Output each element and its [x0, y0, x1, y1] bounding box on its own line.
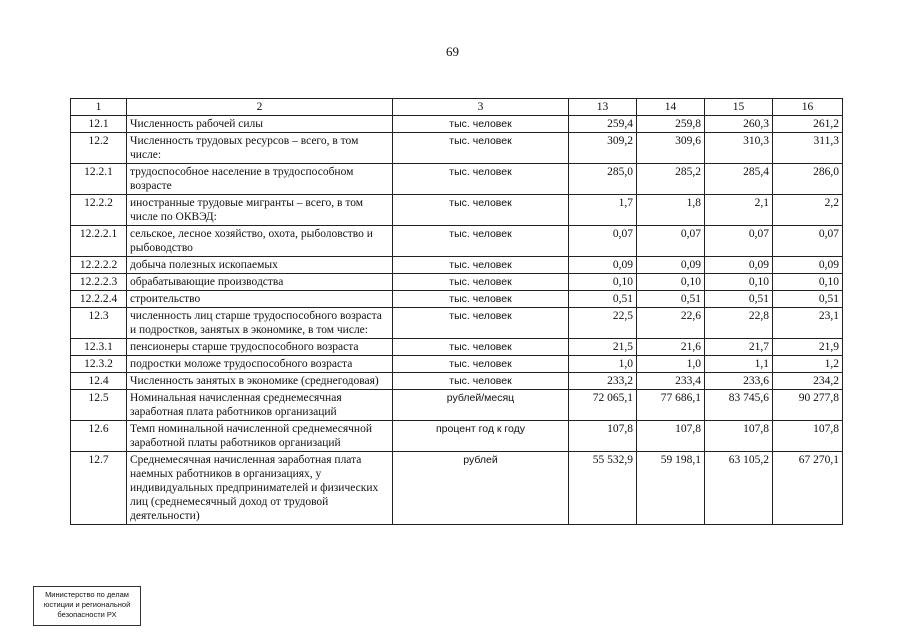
row-number: 12.2	[71, 133, 127, 164]
table-row	[71, 164, 843, 195]
row-value-14: 285,2	[637, 164, 705, 195]
row-number: 12.2.2.4	[71, 291, 127, 308]
row-value-13: 72 065,1	[569, 390, 637, 421]
row-value-13: 22,5	[569, 308, 637, 339]
row-number: 12.3	[71, 308, 127, 339]
row-indicator-name: подростки моложе трудоспособного возраста	[127, 356, 393, 373]
row-value-14: 309,6	[637, 133, 705, 164]
row-value-16: 0,51	[773, 291, 843, 308]
row-value-15: 22,8	[705, 308, 773, 339]
row-value-15: 0,07	[705, 226, 773, 257]
row-indicator-name: пенсионеры старше трудоспособного возраста	[127, 339, 393, 356]
row-value-16: 234,2	[773, 373, 843, 390]
row-value-15: 0,09	[705, 257, 773, 274]
row-number: 12.1	[71, 116, 127, 133]
row-unit: тыс. человек	[393, 116, 569, 133]
header-cell-col14: 14	[637, 99, 705, 116]
row-unit: тыс. человек	[393, 308, 569, 339]
row-number: 12.3.2	[71, 356, 127, 373]
stamp-line: юстиции и региональной	[43, 600, 131, 609]
row-value-16: 67 270,1	[773, 452, 843, 525]
row-value-15: 0,51	[705, 291, 773, 308]
table-row	[71, 133, 843, 164]
row-unit: процент год к году	[393, 421, 569, 452]
row-value-14: 59 198,1	[637, 452, 705, 525]
row-indicator-name: сельское, лесное хозяйство, охота, рыболовство и рыбоводство	[127, 226, 393, 257]
row-indicator-name: обрабатывающие производства	[127, 274, 393, 291]
row-value-15: 310,3	[705, 133, 773, 164]
stamp-line: безопасности РХ	[57, 610, 117, 619]
row-value-14: 0,07	[637, 226, 705, 257]
row-number: 12.5	[71, 390, 127, 421]
row-value-13: 1,7	[569, 195, 637, 226]
stamp-line: Министерство по делам	[45, 590, 129, 599]
row-value-15: 1,1	[705, 356, 773, 373]
table-row	[71, 452, 843, 525]
row-value-13: 0,09	[569, 257, 637, 274]
row-value-13: 1,0	[569, 356, 637, 373]
row-indicator-name: численность лиц старше трудоспособного возраста и подростков, занятых в экономике, в том числе:	[127, 308, 393, 339]
table-row	[71, 421, 843, 452]
table-row	[71, 356, 843, 373]
row-number: 12.3.1	[71, 339, 127, 356]
row-unit: тыс. человек	[393, 133, 569, 164]
header-cell-col16: 16	[773, 99, 843, 116]
row-value-15: 2,1	[705, 195, 773, 226]
row-indicator-name: иностранные трудовые мигранты – всего, в том числе по ОКВЭД:	[127, 195, 393, 226]
header-cell-col1: 1	[71, 99, 127, 116]
row-value-16: 1,2	[773, 356, 843, 373]
table-row	[71, 226, 843, 257]
row-unit: тыс. человек	[393, 195, 569, 226]
table-row	[71, 308, 843, 339]
row-value-16: 0,10	[773, 274, 843, 291]
row-value-14: 21,6	[637, 339, 705, 356]
table-body	[71, 116, 843, 525]
table-row	[71, 390, 843, 421]
row-value-14: 0,10	[637, 274, 705, 291]
header-cell-col13: 13	[569, 99, 637, 116]
row-value-14: 77 686,1	[637, 390, 705, 421]
row-value-14: 1,8	[637, 195, 705, 226]
row-number: 12.2.2.2	[71, 257, 127, 274]
table-row	[71, 257, 843, 274]
header-cell-col15: 15	[705, 99, 773, 116]
row-value-16: 107,8	[773, 421, 843, 452]
row-unit: тыс. человек	[393, 274, 569, 291]
row-value-14: 0,51	[637, 291, 705, 308]
row-indicator-name: строительство	[127, 291, 393, 308]
row-value-13: 259,4	[569, 116, 637, 133]
row-unit: тыс. человек	[393, 356, 569, 373]
row-value-16: 286,0	[773, 164, 843, 195]
row-value-16: 23,1	[773, 308, 843, 339]
table-row	[71, 373, 843, 390]
row-unit: тыс. человек	[393, 291, 569, 308]
row-number: 12.7	[71, 452, 127, 525]
header-cell-col2: 2	[127, 99, 393, 116]
table-row	[71, 195, 843, 226]
header-row	[71, 99, 843, 116]
row-value-13: 233,2	[569, 373, 637, 390]
row-indicator-name: Численность занятых в экономике (среднегодовая)	[127, 373, 393, 390]
row-indicator-name: добыча полезных ископаемых	[127, 257, 393, 274]
row-value-13: 55 532,9	[569, 452, 637, 525]
row-value-14: 0,09	[637, 257, 705, 274]
row-value-15: 21,7	[705, 339, 773, 356]
row-number: 12.2.2.1	[71, 226, 127, 257]
row-number: 12.2.1	[71, 164, 127, 195]
row-value-16: 2,2	[773, 195, 843, 226]
row-value-16: 0,09	[773, 257, 843, 274]
row-value-14: 22,6	[637, 308, 705, 339]
row-value-15: 83 745,6	[705, 390, 773, 421]
row-value-15: 233,6	[705, 373, 773, 390]
row-unit: тыс. человек	[393, 257, 569, 274]
row-value-15: 63 105,2	[705, 452, 773, 525]
row-indicator-name: Численность рабочей силы	[127, 116, 393, 133]
row-value-16: 261,2	[773, 116, 843, 133]
row-value-15: 285,4	[705, 164, 773, 195]
row-number: 12.2.2	[71, 195, 127, 226]
row-value-16: 311,3	[773, 133, 843, 164]
row-value-13: 21,5	[569, 339, 637, 356]
table-row	[71, 274, 843, 291]
row-value-16: 0,07	[773, 226, 843, 257]
table-row	[71, 291, 843, 308]
row-indicator-name: Темп номинальной начисленной среднемесячной заработной платы работников организаций	[127, 421, 393, 452]
page-number: 69	[446, 44, 459, 59]
row-number: 12.6	[71, 421, 127, 452]
row-value-15: 107,8	[705, 421, 773, 452]
table-row	[71, 116, 843, 133]
row-indicator-name: Номинальная начисленная среднемесячная заработная плата работников организаций	[127, 390, 393, 421]
row-number: 12.2.2.3	[71, 274, 127, 291]
row-value-14: 1,0	[637, 356, 705, 373]
row-unit: рублей/месяц	[393, 390, 569, 421]
ministry-stamp	[33, 586, 141, 626]
data-table	[70, 98, 843, 525]
row-unit: тыс. человек	[393, 339, 569, 356]
row-unit: тыс. человек	[393, 226, 569, 257]
row-indicator-name: Численность трудовых ресурсов – всего, в том числе:	[127, 133, 393, 164]
row-unit: тыс. человек	[393, 164, 569, 195]
row-value-15: 0,10	[705, 274, 773, 291]
row-indicator-name: Среднемесячная начисленная заработная плата наемных работников в организациях, у индивидуальных предпринимателей и физических лиц (среднемесячный доход от трудовой деятельности)	[127, 452, 393, 525]
row-value-13: 285,0	[569, 164, 637, 195]
row-indicator-name: трудоспособное население в трудоспособном возрасте	[127, 164, 393, 195]
row-value-13: 0,51	[569, 291, 637, 308]
row-number: 12.4	[71, 373, 127, 390]
row-value-14: 233,4	[637, 373, 705, 390]
row-value-14: 107,8	[637, 421, 705, 452]
row-value-13: 309,2	[569, 133, 637, 164]
row-unit: тыс. человек	[393, 373, 569, 390]
header-cell-col3: 3	[393, 99, 569, 116]
row-value-16: 90 277,8	[773, 390, 843, 421]
table-row	[71, 339, 843, 356]
row-value-13: 0,10	[569, 274, 637, 291]
row-value-13: 107,8	[569, 421, 637, 452]
row-unit: рублей	[393, 452, 569, 525]
row-value-15: 260,3	[705, 116, 773, 133]
row-value-16: 21,9	[773, 339, 843, 356]
row-value-14: 259,8	[637, 116, 705, 133]
row-value-13: 0,07	[569, 226, 637, 257]
